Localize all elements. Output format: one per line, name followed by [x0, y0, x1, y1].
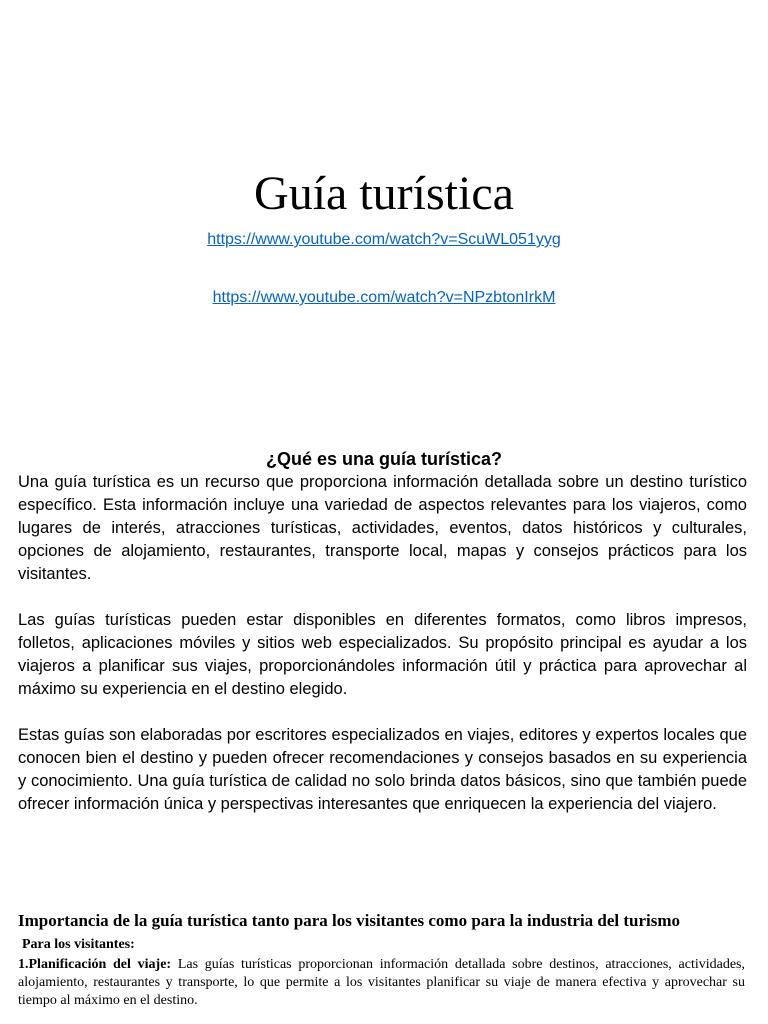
importance-heading: Importancia de la guía turística tanto para los visitantes como para la industria del turismo — [18, 911, 681, 930]
planning-text: Las guías turísticas proporcionan información detallada sobre destinos, atracciones, actividades, alojamiento, restaurantes y transporte, lo que permite a los visitantes planificar su viaje de manera efectiva y aprovechar su tiempo al máximo en el destino. — [18, 957, 746, 1008]
visitors-label: Para los visitantes: — [22, 937, 135, 952]
paragraph-1: Una guía turística es un recurso que proporciona información detallada sobre un destino turístico específico. Esta información incluye una variedad de aspectos relevantes para los viajeros, como lugares de interés, atracciones turísticas, actividades, eventos, datos históricos y culturales, opciones de alojamiento, restaurantes, transporte local, mapas y consejos prácticos para los visitantes. — [18, 473, 747, 583]
planning-label: 1.Planificación del viaje: — [18, 957, 172, 972]
paragraph-3: Estas guías son elaboradas por escritores especializados en viajes, editores y expertos locales que conocen bien el destino y pueden ofrecer recomendaciones y consejos basados en su experiencia y conocimiento. Una guía turística de calidad no solo brinda datos básicos, sino que también puede ofrecer información única y perspectivas interesantes que enriquecen la experiencia del viajero. — [18, 726, 747, 813]
document-title: Guía turística — [254, 167, 514, 220]
video-link-2-container — [0, 288, 768, 308]
video-link-2[interactable]: https://www.youtube.com/watch?v=NPzbtonIrkM — [212, 289, 556, 306]
importance-section — [18, 910, 745, 1010]
body-text — [18, 471, 747, 839]
planning-paragraph — [18, 956, 745, 1010]
paragraph-2: Las guías turísticas pueden estar disponibles en diferentes formatos, como libros impresos, folletos, aplicaciones móviles y sitios web especializados. Su propósito principal es ayudar a los viajeros a planificar sus viajes, proporcionándoles información útil y práctica para aprovechar al máximo su experiencia en el destino elegido. — [18, 611, 747, 698]
video-link-1-container — [0, 230, 768, 250]
video-link-1[interactable]: https://www.youtube.com/watch?v=ScuWL051yyg — [207, 231, 561, 248]
section-heading: ¿Qué es una guía turística? — [265, 449, 503, 469]
